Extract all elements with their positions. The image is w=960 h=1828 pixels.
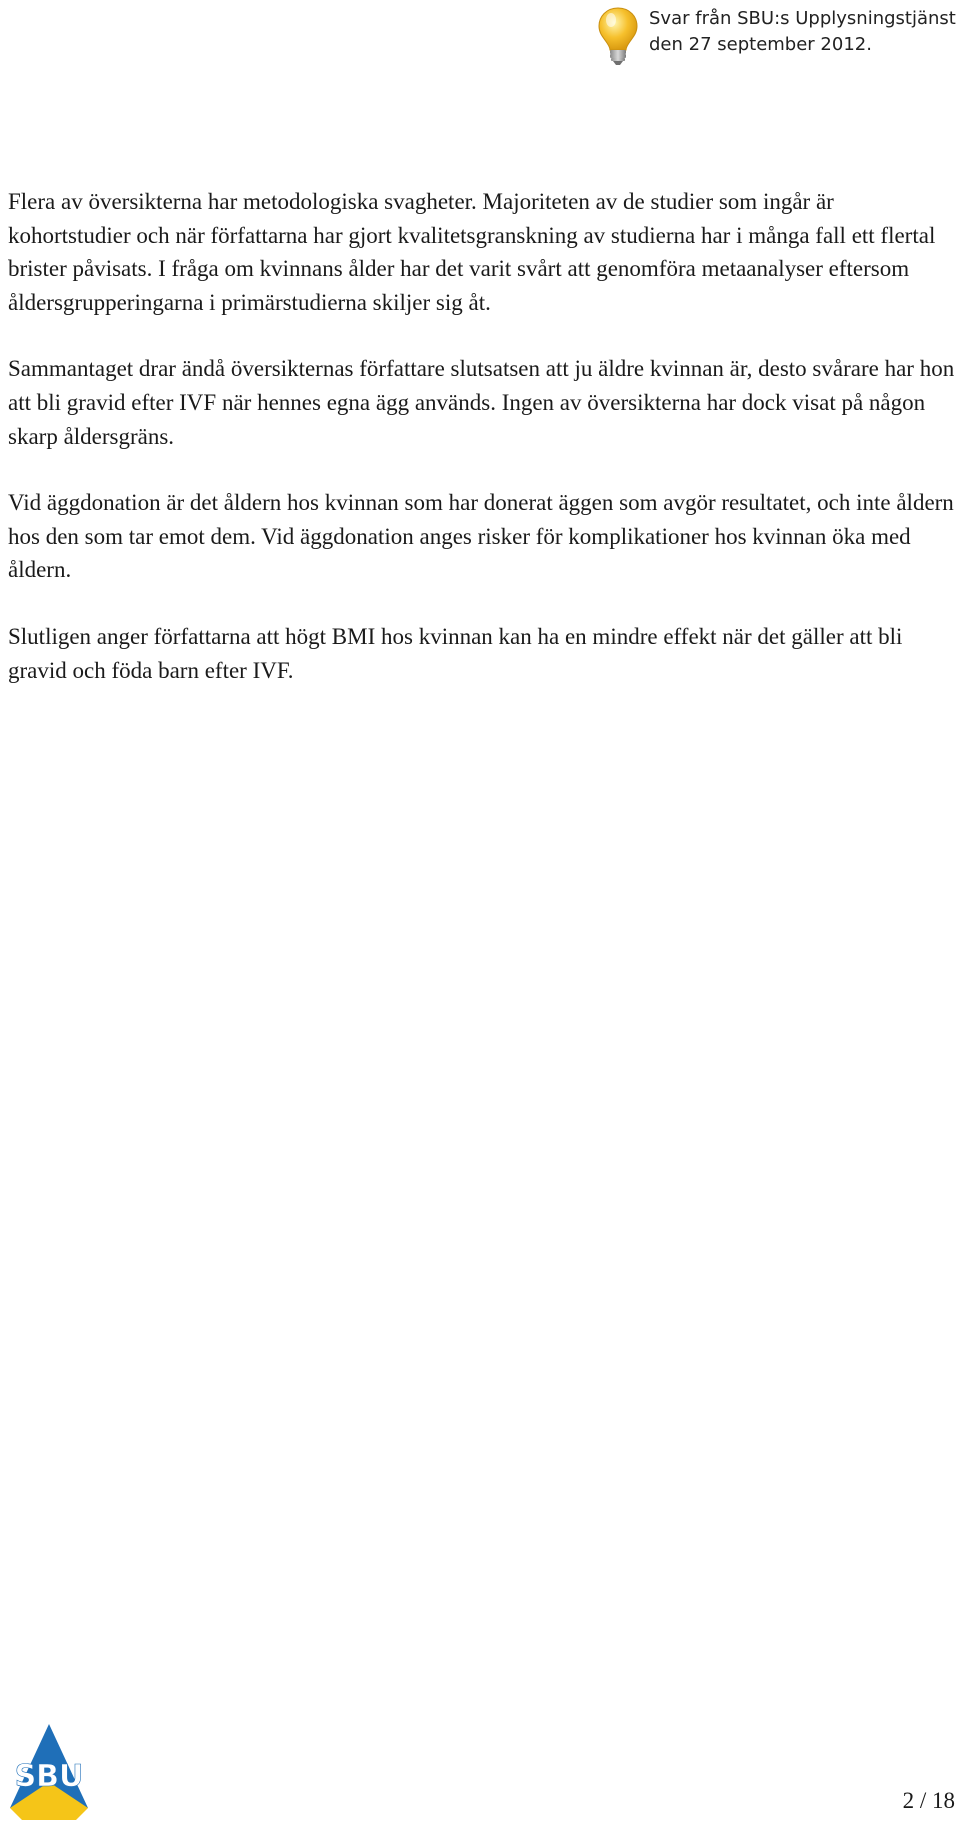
document-header xyxy=(596,6,956,66)
page-separator: / xyxy=(919,1788,927,1813)
page-total: 18 xyxy=(932,1788,955,1813)
document-body xyxy=(8,185,956,720)
page-number xyxy=(903,1787,955,1815)
logo-text: SBU xyxy=(14,1759,84,1794)
paragraph: Flera av översikterna har metodologiska svagheter. Majoriteten av de studier som ingår är kohortstudier och när författarna har gjort kvalitetsgranskning av studierna har i många fall ett flertal brister påvisats. I fråga om kvinnans ålder har det varit svårt att genomföra metaanalyser eftersom åldersgrupperingarna i primärstudierna skiljer sig åt. xyxy=(8,189,936,315)
paragraph: Slutligen anger författarna att högt BMI hos kvinnan kan ha en mindre effekt när det gäller att bli gravid och föda barn efter IVF. xyxy=(8,623,903,683)
lightbulb-icon xyxy=(596,6,640,66)
header-source: Svar från SBU:s Upplysningstjänst xyxy=(649,8,956,29)
paragraph: Vid äggdonation är det åldern hos kvinnan som har donerat äggen som avgör resultatet, och inte åldern hos den som tar emot dem. Vid äggdonation anges risker för komplikationer hos kvinnan öka med åldern. xyxy=(8,490,954,583)
header-date: den 27 september 2012. xyxy=(649,34,872,55)
page-current: 2 xyxy=(902,1788,915,1813)
paragraph: Sammantaget drar ändå översikternas författare slutsatsen att ju äldre kvinnan är, desto svårare har hon att bli gravid efter IVF när hennes egna ägg används. Ingen av översikterna har dock visat på någon skarp åldersgräns. xyxy=(8,356,955,449)
sbu-logo xyxy=(8,1722,90,1822)
header-text xyxy=(649,6,956,58)
